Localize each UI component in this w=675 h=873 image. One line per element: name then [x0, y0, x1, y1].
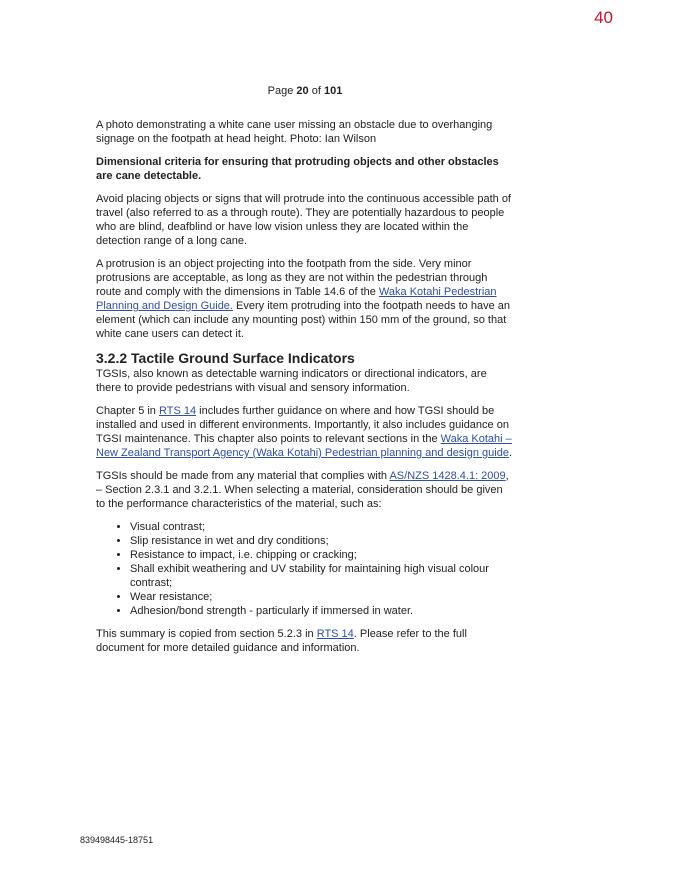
- as-nzs-standard-link[interactable]: AS/NZS 1428.4.1: 2009: [389, 470, 506, 482]
- section-heading-tgsi: 3.2.2 Tactile Ground Surface Indicators: [96, 350, 355, 366]
- paragraph-materials: TGSIs should be made from any material that complies with AS/NZS 1428.4.1: 2009, – Section 2.3.1 and 3.2.1. When selecting a material, consideration should be given to the performance characteristics of the material, such as:: [96, 470, 509, 510]
- photo-caption: A photo demonstrating a white cane user missing an obstacle due to overhanging signage on the footpath at head height. Photo: Ian Wilson: [96, 119, 493, 145]
- paragraph-summary: This summary is copied from section 5.2.3 in RTS 14. Please refer to the full document for more detailed guidance and information.: [96, 628, 467, 654]
- paragraph-protrusion: A protrusion is an object projecting into the footpath from the side. Very minor protrusions are acceptable, as long as they are not within the pedestrian through route and comply with the dimensions in Table 14.6 of the Waka Kotahi Pedestrian Planning and Design Guide. Every item protruding into the footpath needs to have an element (which can include any mounting post) within 150 mm of the ground, so that white cane users can detect it.: [96, 258, 510, 340]
- page-label: Page: [267, 85, 297, 97]
- material-characteristics-list: [96, 520, 514, 618]
- rts14-link-summary[interactable]: RTS 14: [316, 628, 354, 640]
- current-page: 20: [296, 85, 309, 97]
- page-of: of: [308, 85, 324, 97]
- list-item: • Visual contrast;: [130, 520, 514, 534]
- document-id: 839498445-18751: [80, 835, 154, 845]
- nzta-pedestrian-guide-link[interactable]: Waka Kotahi – New Zealand Transport Agency (Waka Kotahi) Pedestrian planning and design guide: [96, 433, 512, 459]
- paragraph-chapter5: Chapter 5 in RTS 14 includes further guidance on where and how TGSI should be installed and used in different environments. Importantly, it also includes guidance on TGSI maintenance. This chapter also points to relevant sections in the Waka Kotahi – New Zealand Transport Agency (Waka Kotahi) Pedestrian planning and design guide.: [96, 405, 513, 459]
- waka-kotahi-guide-link[interactable]: Waka Kotahi Pedestrian Planning and Design Guide.: [96, 286, 497, 312]
- list-item: • Adhesion/bond strength - particularly if immersed in water.: [130, 604, 514, 618]
- paragraph-protruding-objects: Avoid placing objects or signs that will protrude into the continuous accessible path of travel (also referred to as a through route). They are potentially hazardous to people who are blind, deafblind or have low vision unless they are located within the detection range of a long cane.: [96, 193, 511, 247]
- paragraph-tgsi-intro: TGSIs, also known as detectable warning indicators or directional indicators, are there to provide pedestrians with visual and sensory information.: [96, 368, 487, 394]
- page-header: [0, 85, 610, 97]
- list-item: • Shall exhibit weathering and UV stability for maintaining high visual colour contrast;: [130, 562, 514, 590]
- list-item: • Slip resistance in wet and dry conditions;: [130, 534, 514, 548]
- list-item: • Resistance to impact, i.e. chipping or cracking;: [130, 548, 514, 562]
- criteria-subheading: Dimensional criteria for ensuring that protruding objects and other obstacles are cane detectable.: [96, 156, 499, 182]
- list-item: • Wear resistance;: [130, 590, 514, 604]
- rts14-link[interactable]: RTS 14: [158, 405, 197, 417]
- corner-page-number: 40: [594, 8, 613, 27]
- total-pages: 101: [323, 85, 343, 97]
- document-body: [96, 118, 514, 664]
